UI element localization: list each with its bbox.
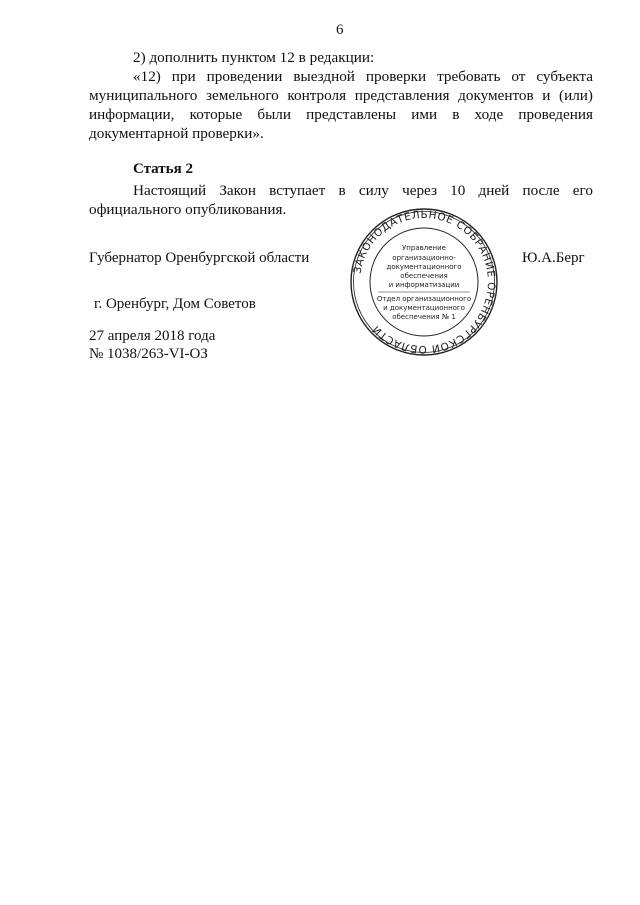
signing-place: г. Оренбург, Дом Советов — [94, 296, 256, 312]
signatory-position: Губернатор Оренбургской области — [89, 250, 310, 266]
seal-inner-line: обеспечения — [400, 272, 448, 280]
seal-outer-text-path: ЗАКОНОДАТЕЛЬНОЕ СОБРАНИЕ ОРЕНБУРГСКОЙ ОБЛАСТИ — [351, 208, 498, 356]
official-seal — [348, 206, 500, 358]
seal-inner-line: обеспечения № 1 — [392, 313, 456, 321]
seal-inner-text — [377, 244, 471, 321]
amendment-item-text: «12) при проведении выездной проверки требовать от субъекта муниципального земельного контроля представления документов и (или) информации, которые были представлены ими в ходе проведения документарной проверки». — [89, 68, 593, 142]
seal-inner-line: документационного — [386, 263, 462, 271]
article-heading: Статья 2 — [133, 161, 193, 177]
amendment-item-intro: 2) дополнить пунктом 12 в редакции: — [133, 49, 375, 66]
seal-inner-line: и документационного — [383, 304, 465, 312]
signing-date: 27 апреля 2018 года — [89, 328, 216, 344]
seal-inner-line: и информатизации — [388, 281, 460, 289]
article-text: Настоящий Закон вступает в силу через 10 дней после его официального опубликования. — [89, 182, 593, 218]
law-number: № 1038/263-VI-ОЗ — [89, 346, 208, 362]
seal-inner-line: Управление — [402, 244, 446, 252]
seal-inner-line: организационно- — [392, 254, 456, 262]
page-number: 6 — [336, 22, 344, 38]
seal-inner-line: Отдел организационного — [376, 295, 472, 303]
signatory-name: Ю.А.Берг — [522, 250, 585, 266]
